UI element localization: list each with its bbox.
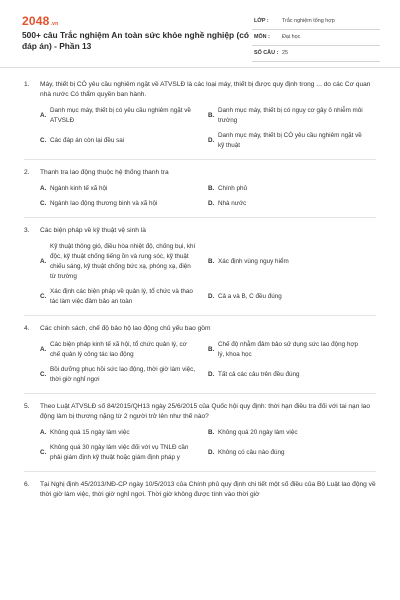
option-letter: C.: [40, 371, 47, 378]
option-text: Không quá 15 ngày làm việc: [50, 429, 130, 436]
option-row: [40, 365, 376, 385]
option-text: Xác định các biện pháp về quản lý, tổ chức và thao tác làm việc đảm bảo an toàn: [50, 288, 193, 305]
question-divider: [24, 217, 376, 218]
question-2: [0, 168, 400, 218]
option-list: [24, 184, 376, 209]
option-text: Tất cả các câu trên đều đúng: [218, 371, 300, 378]
option-b[interactable]: [208, 340, 376, 360]
meta-value: Trắc nghiệm tổng hợp: [282, 18, 335, 24]
option-letter: A.: [40, 346, 47, 353]
meta-table: [252, 14, 380, 62]
option-row: [40, 340, 376, 360]
question-divider: [24, 393, 376, 394]
option-letter: D.: [208, 449, 215, 456]
question-list: [0, 80, 400, 500]
option-a[interactable]: [40, 106, 208, 126]
meta-row-subject: [252, 30, 380, 46]
meta-label: SỐ CÂU :: [254, 50, 279, 56]
option-row: [40, 131, 376, 151]
question-5: [0, 402, 400, 472]
question-text: [24, 324, 376, 334]
option-a[interactable]: [40, 242, 208, 282]
option-d[interactable]: [208, 131, 376, 151]
question-text: [24, 168, 376, 178]
option-letter: C.: [40, 200, 47, 207]
option-text: Danh mục máy, thiết bị CÓ yêu cầu nghiêm ngặt về kỹ thuật: [218, 132, 362, 149]
option-d[interactable]: [208, 448, 376, 458]
question-body: Các biện pháp về kỹ thuật vệ sinh là: [40, 227, 146, 234]
question-divider: [24, 159, 376, 160]
option-c[interactable]: [40, 365, 208, 385]
question-body: Tại Nghị định 45/2013/NĐ-CP ngày 10/5/2013 của Chính phủ quy định chi tiết một số điều của Bộ Luật lao động về thời giờ làm việc, thời giờ nghỉ ngơi. Thời giờ không được tính vào thời giờ: [40, 481, 376, 498]
option-list: [24, 340, 376, 385]
option-text: Chế độ nhằm đảm bảo sử dụng sức lao động hợp lý, khoa học: [218, 341, 358, 358]
option-row: [40, 242, 376, 282]
page-header: [0, 0, 400, 66]
option-d[interactable]: [208, 370, 376, 380]
meta-value: 25: [282, 50, 288, 56]
option-letter: B.: [208, 429, 215, 436]
option-row: [40, 199, 376, 209]
question-3: [0, 226, 400, 316]
meta-value: Đại học: [282, 34, 301, 40]
option-letter: D.: [208, 200, 215, 207]
question-6: [0, 480, 400, 500]
option-letter: C.: [40, 449, 47, 456]
option-text: Không quá 30 ngày làm việc đối với vụ TNLĐ cần phải giám định kỹ thuật hoặc giám định pháp y: [50, 444, 189, 461]
option-text: Xác định vùng nguy hiểm: [218, 258, 289, 265]
page-title: 500+ câu Trắc nghiệm An toàn sức khỏe nghề nghiệp (có đáp án) - Phần 13: [22, 30, 250, 51]
question-body: Máy, thiết bị CÓ yêu cầu nghiêm ngặt về ATVSLĐ là các loại máy, thiết bị được quy định trong ... do các Cơ quan nhà nước Có thẩm quyền ban hành.: [40, 81, 371, 98]
question-number: 2.: [24, 169, 30, 176]
option-letter: C.: [40, 293, 47, 300]
header-divider: [0, 67, 400, 68]
option-b[interactable]: [208, 257, 376, 267]
option-a[interactable]: [40, 340, 208, 360]
option-row: [40, 106, 376, 126]
option-a[interactable]: [40, 428, 208, 438]
question-text: [24, 80, 376, 100]
option-row: [40, 443, 376, 463]
question-divider: [24, 471, 376, 472]
question-number: 6.: [24, 481, 30, 488]
option-text: Nhà nước: [218, 200, 247, 207]
option-letter: D.: [208, 371, 215, 378]
option-text: Ngành kinh tế xã hội: [50, 185, 108, 192]
option-text: Cả a và B, C đều đúng: [218, 293, 282, 300]
option-a[interactable]: [40, 184, 208, 194]
question-body: Các chính sách, chế độ bảo hộ lao động chủ yếu bao gồm: [40, 325, 211, 332]
question-4: [0, 324, 400, 394]
option-letter: B.: [208, 185, 215, 192]
question-divider: [24, 315, 376, 316]
option-letter: B.: [208, 112, 215, 119]
option-text: Các biện pháp kinh tế xã hội, tổ chức quản lý, cơ chế quản lý công tác lao động: [50, 341, 187, 358]
option-c[interactable]: [40, 199, 208, 209]
option-row: [40, 287, 376, 307]
option-text: Không có câu nào đúng: [218, 449, 285, 456]
question-number: 4.: [24, 325, 30, 332]
option-d[interactable]: [208, 199, 376, 209]
option-text: Ngành lao động thương binh và xã hội: [50, 200, 158, 207]
option-text: Danh mục máy, thiết bị có yêu cầu nghiêm ngặt về ATVSLĐ: [50, 107, 191, 124]
option-b[interactable]: [208, 106, 376, 126]
logo-sub: .vn: [50, 21, 59, 27]
option-text: Chính phủ: [218, 185, 248, 192]
option-d[interactable]: [208, 292, 376, 302]
meta-row-count: [252, 46, 380, 62]
meta-label: MÔN :: [254, 34, 270, 40]
question-text: [24, 226, 376, 236]
option-row: [40, 428, 376, 438]
meta-label: LỚP :: [254, 18, 269, 24]
option-letter: B.: [208, 258, 215, 265]
site-logo[interactable]: [22, 14, 58, 28]
question-number: 3.: [24, 227, 30, 234]
option-text: Không quá 20 ngày làm việc: [218, 429, 298, 436]
option-b[interactable]: [208, 428, 376, 438]
option-letter: A.: [40, 112, 47, 119]
question-body: Theo Luật ATVSLĐ số 84/2015/QH13 ngày 25/6/2015 của Quốc hội quy định: thời hạn điều tra đối với tai nạn lao động làm bị thương nặng từ 2 người trở lên như thế nào?: [40, 403, 371, 420]
option-letter: B.: [208, 346, 215, 353]
question-number: 5.: [24, 403, 30, 410]
question-1: [0, 80, 400, 160]
option-text: Bồi dưỡng phục hồi sức lao động, thời giờ làm việc, thời giờ nghỉ ngơi: [50, 366, 196, 383]
option-letter: D.: [208, 137, 215, 144]
option-letter: A.: [40, 258, 47, 265]
option-list: [24, 242, 376, 307]
option-c[interactable]: [40, 287, 208, 307]
option-letter: A.: [40, 429, 47, 436]
option-list: [24, 428, 376, 463]
option-text: Danh mục máy, thiết bị có nguy cơ gây ô nhiễm môi trường: [218, 107, 363, 124]
option-list: [24, 106, 376, 151]
logo-main: 2048: [22, 14, 50, 28]
option-c[interactable]: [40, 136, 208, 146]
question-text: [24, 480, 376, 500]
question-text: [24, 402, 376, 422]
question-number: 1.: [24, 81, 30, 88]
option-letter: D.: [208, 293, 215, 300]
option-c[interactable]: [40, 443, 208, 463]
question-body: Thanh tra lao động thuộc hệ thống thanh tra: [40, 169, 169, 176]
meta-row-class: [252, 14, 380, 30]
option-row: [40, 184, 376, 194]
option-b[interactable]: [208, 184, 376, 194]
option-text: Các đáp án còn lại đều sai: [50, 137, 125, 144]
option-letter: A.: [40, 185, 47, 192]
option-text: Kỹ thuật thông gió, điều hòa nhiệt độ, chống bụi, khí độc, kỹ thuật chống tiếng ồn và rung sóc, kỹ thuật chiếu sáng, kỹ thuật chống bức xạ, phóng xạ, điện từ trường: [50, 243, 196, 280]
option-letter: C.: [40, 137, 47, 144]
